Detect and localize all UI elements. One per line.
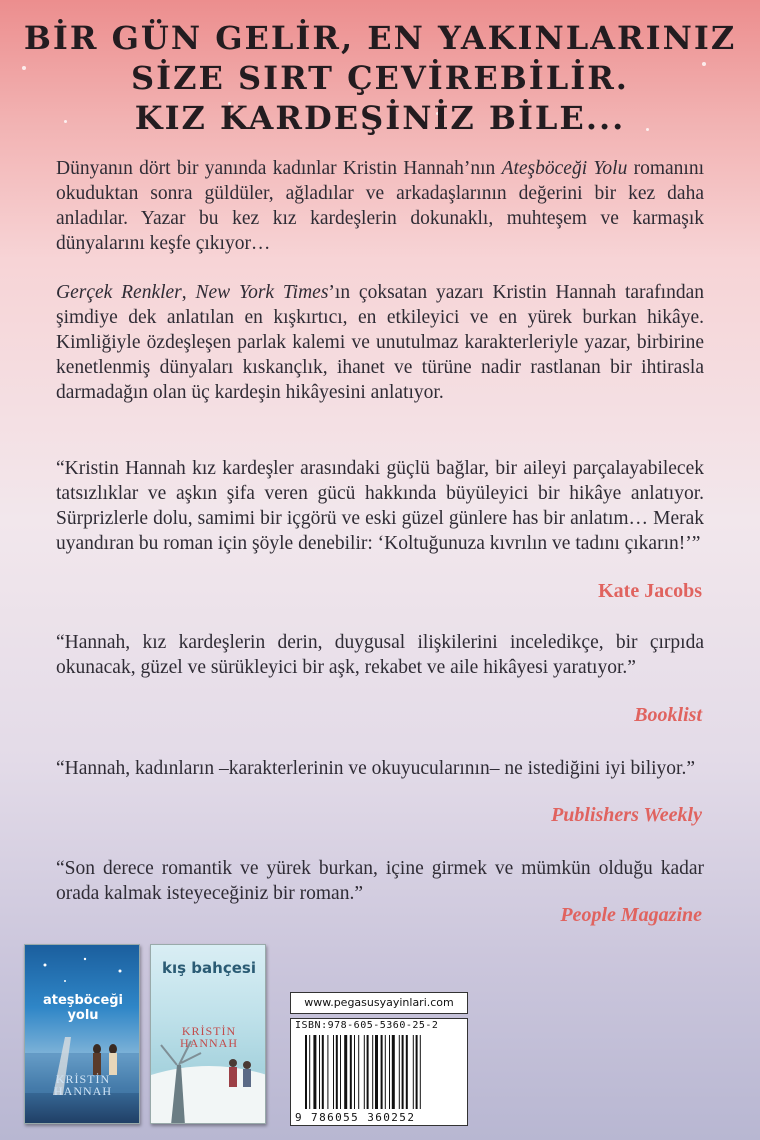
barcode-bar <box>358 1035 359 1109</box>
barcode-bar <box>322 1035 324 1109</box>
barcode-bar <box>389 1035 390 1109</box>
barcode-bar <box>372 1035 373 1109</box>
barcode-bar <box>327 1035 328 1109</box>
quote-source-people-magazine: People Magazine <box>560 904 702 926</box>
barcode-bar <box>309 1035 310 1109</box>
cover-2-author-last: HANNAH <box>180 1036 238 1050</box>
quote-publishers-weekly: “Hannah, kadınların –karakterlerinin ve okuyucularının– ne istediğini iyi biliyor.” <box>56 758 695 779</box>
barcode-bar <box>340 1035 341 1109</box>
barcode-bar <box>336 1035 338 1109</box>
headline-line-3: KIZ KARDEŞİNİZ BİLE... <box>134 99 626 137</box>
quote-source-kate-jacobs: Kate Jacobs <box>598 580 702 602</box>
cover-1-author-first: KRİSTİN <box>55 1072 111 1086</box>
barcode-bar <box>406 1035 408 1109</box>
headline <box>0 18 760 138</box>
barcode-bar <box>364 1035 365 1109</box>
isbn-label: ISBN:978-605-5360-25-2 <box>295 1020 439 1031</box>
description-separator: , <box>181 282 196 303</box>
barcode-bar <box>313 1035 316 1109</box>
barcode-bar <box>350 1035 352 1109</box>
cover-2-author <box>151 1025 266 1049</box>
cover-2-author-first: KRİSTİN <box>181 1024 237 1038</box>
barcode-bar <box>385 1035 386 1109</box>
description-book-title: Gerçek Renkler <box>56 282 182 303</box>
barcode-bar <box>354 1035 355 1109</box>
barcode-bar <box>375 1035 378 1109</box>
headline-line-2: SİZE SIRT ÇEVİREBİLİR. <box>131 59 629 97</box>
description-text: ’ın çoksatan yazarı Kristin Hannah tarafından şimdiye dek anlatılan en kışkırtıcı, en etkileyici ve en yürek burkan hikâye. Kimliğiyle özdeşleşen parlak kalemi ve unutulmaz karakterleriyle yazar, birbirine kenetlenmiş dünyaları kıskançlık, ihanet ve türüne nadir rastlanan bir ihtirasla darmadağın olan üç kardeşin hikâyesini anlatıyor. <box>56 282 704 403</box>
intro-text-1: Dünyanın dört bir yanında kadınlar Kristin Hannah’nın <box>56 158 502 179</box>
barcode-number: 9 786055 360252 <box>295 1111 416 1124</box>
cover-1-title: ateşböceği yolu <box>42 993 124 1023</box>
publisher-website: www.pegasusyayinlari.com <box>290 992 468 1014</box>
quote-source-booklist: Booklist <box>634 704 702 726</box>
cover-2-title: kış bahçesi <box>162 959 256 977</box>
intro-book-title: Ateşböceği Yolu <box>501 158 628 179</box>
quote-booklist: “Hannah, kız kardeşlerin derin, duygusal ilişkilerini inceledikçe, bir çırpıda okunacak, güzel ve sürükleyici bir aşk, rekabet ve aile hikâyesi yaratıyor.” <box>56 632 704 678</box>
barcode-bar <box>344 1035 347 1109</box>
description-paragraph <box>56 280 704 405</box>
cover-1-author-last: HANNAH <box>54 1084 112 1098</box>
intro-text-2: romanını okuduktan sonra güldüler, ağladılar ve arkadaşlarının değerini bir kez daha anladılar. Yazar bu kez kız kardeşlerin dokunaklı, muhteşem ve karmaşık dünyalarını keşfe çıkıyor… <box>56 158 704 254</box>
quote-kate-jacobs: “Kristin Hannah kız kardeşler arasındaki güçlü bağlar, bir aileyi parçalayabilecek tatsızlıklar ve aşkın şifa veren gücü hakkında büyüleyici bir hikâye anlatıyor. Sürprizlerle dolu, samimi bir içgörü ve eski güzel günlere has bir anlatım… Merak uyandıran bu roman için şöyle denebilir: ‘Koltuğunuza kıvrılın ve tadını çıkarın!’” <box>56 458 704 554</box>
barcode-bar <box>305 1035 307 1109</box>
barcode-bar <box>392 1035 395 1109</box>
barcode-bar <box>399 1035 400 1109</box>
book-cover-atesbocegi-yolu <box>24 944 140 1124</box>
barcode-bar <box>333 1035 334 1109</box>
book-cover-kis-bahcesi <box>150 944 266 1124</box>
barcode-bar <box>402 1035 404 1109</box>
isbn-barcode-box <box>290 1018 468 1126</box>
barcode-bar <box>319 1035 320 1109</box>
quote-people-magazine: “Son derece romantik ve yürek burkan, içine girmek ve mümkün olduğu kadar orada kalmak isteyeceğiniz bir roman.” <box>56 858 704 904</box>
barcode-bar <box>416 1035 418 1109</box>
barcode <box>305 1035 455 1109</box>
barcode-bar <box>420 1035 421 1109</box>
barcode-bar <box>381 1035 383 1109</box>
cover-1-author <box>25 1073 140 1097</box>
barcode-bar <box>413 1035 414 1109</box>
headline-line-1: BİR GÜN GELİR, EN YAKINLARINIZ <box>23 19 737 57</box>
barcode-bar <box>367 1035 369 1109</box>
description-newspaper: New York Times <box>195 282 329 303</box>
quote-source-publishers-weekly: Publishers Weekly <box>551 804 702 826</box>
intro-paragraph <box>56 156 704 256</box>
